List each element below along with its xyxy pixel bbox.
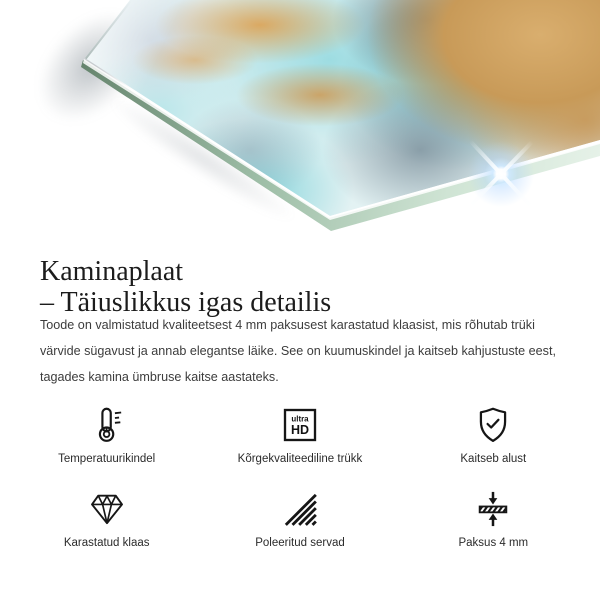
feature-label: Karastatud klaas	[63, 537, 150, 549]
shield-check-icon	[473, 405, 513, 445]
feature-label: Kaitseb alust	[460, 453, 527, 465]
thermometer-icon	[87, 405, 127, 445]
feature-polished-edges	[203, 489, 396, 550]
ultra-hd-text-bottom: HD	[290, 422, 310, 437]
feature-thickness	[397, 489, 590, 550]
feature-label: Temperatuurikindel	[58, 453, 156, 465]
ultra-hd-icon	[280, 405, 320, 445]
page-title-line2: – Täiuslikkus igas detailis	[40, 286, 332, 318]
product-description: Toode on valmistatud kvaliteetsest 4 mm paksusest karastatud klaasist, mis rõhutab trüki värvide sügavust ja annab elegantse läike. See on kuumuskindel ja kaitseb kahjustuste eest, tagades kamina ümbruse kaitse aastateks.	[40, 318, 556, 384]
product-image	[0, 0, 600, 240]
thickness-arrows-icon	[473, 489, 513, 529]
page-title	[40, 256, 331, 318]
feature-temperature	[10, 405, 203, 466]
feature-grid	[10, 405, 590, 550]
ultra-hd-text-top: ultra	[291, 414, 309, 424]
feature-label: Poleeritud servad	[255, 537, 345, 549]
feature-tempered-glass	[10, 489, 203, 550]
diamond-icon	[87, 489, 127, 529]
polished-edges-icon	[280, 489, 320, 529]
feature-label: Kõrgekvaliteediline trükk	[237, 453, 363, 465]
feature-print-quality	[203, 405, 396, 466]
feature-protects-base	[397, 405, 590, 466]
feature-label: Paksus 4 mm	[458, 537, 529, 549]
page-title-line1: Kaminaplaat	[40, 255, 184, 287]
